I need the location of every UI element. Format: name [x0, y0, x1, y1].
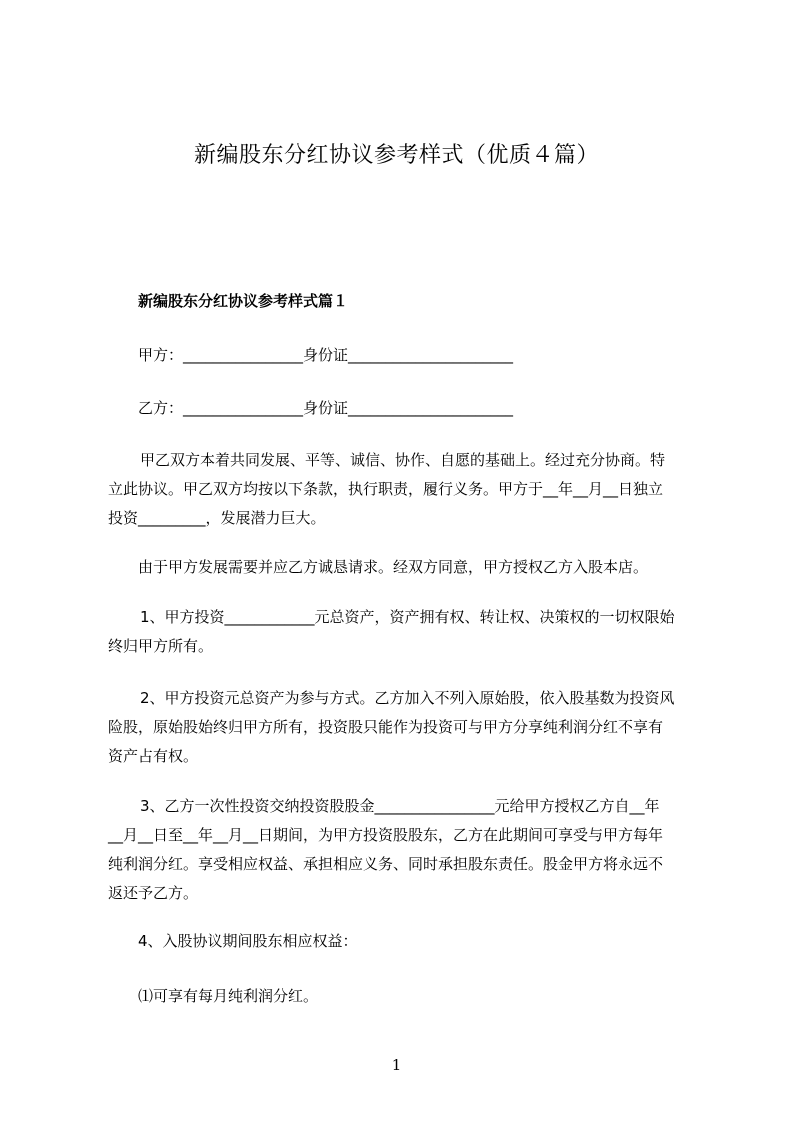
clause-3	[108, 792, 664, 908]
clause-2	[108, 684, 675, 771]
clause-4-item-1: ⑴可享有每月纯利润分红。	[138, 987, 319, 1005]
clause-3-line-4: 返还予乙方。	[108, 884, 199, 902]
clause-3-line-3: 纯利润分红。享受相应权益、承担相应义务、同时承担股东责任。股金甲方将永远不	[108, 855, 664, 873]
party-b-line: 乙方：________________身份证______________________	[138, 399, 514, 417]
clause-1-line-1: 1、甲方投资____________元总资产，资产拥有权、转让权、决策权的一切权限始	[140, 608, 675, 626]
document-title: 新编股东分红协议参考样式（优质４篇）	[193, 143, 599, 168]
clause-4: 4、入股协议期间股东相应权益：	[138, 932, 358, 950]
clause-3-line-1: 3、乙方一次性投资交纳投资股股金________________元给甲方授权乙方自__年	[140, 797, 660, 815]
party-a-line: 甲方：________________身份证______________________	[138, 346, 514, 364]
reason-paragraph: 由于甲方发展需要并应乙方诚恳请求。经双方同意，甲方授权乙方入股本店。	[138, 558, 649, 576]
intro-line-1: 甲乙双方本着共同发展、平等、诚信、协作、自愿的基础上。经过充分协商。特	[140, 451, 666, 469]
intro-line-2: 立此协议。甲乙双方均按以下条款，执行职责，履行义务。甲方于__年__月__日独立	[108, 480, 664, 498]
clause-1-line-2: 终归甲方所有。	[108, 637, 214, 655]
clause-3-line-2: __月__日至__年__月__日期间，为甲方投资股股东，乙方在此期间可享受与甲方每年	[108, 826, 664, 844]
clause-2-line-3: 资产占有权。	[108, 747, 199, 765]
clause-1	[108, 603, 675, 661]
clause-2-line-2: 险股，原始股始终归甲方所有，投资股只能作为投资可与甲方分享纯利润分红不享有	[108, 718, 664, 736]
clause-2-line-1: 2、甲方投资元总资产为参与方式。乙方加入不列入原始股，依入股基数为投资风	[140, 689, 675, 707]
intro-line-3: 投资_________，发展潜力巨大。	[108, 509, 326, 527]
intro-paragraph	[108, 446, 666, 533]
section-heading: 新编股东分红协议参考样式篇１	[138, 292, 349, 310]
page-number: 1	[391, 1056, 402, 1074]
